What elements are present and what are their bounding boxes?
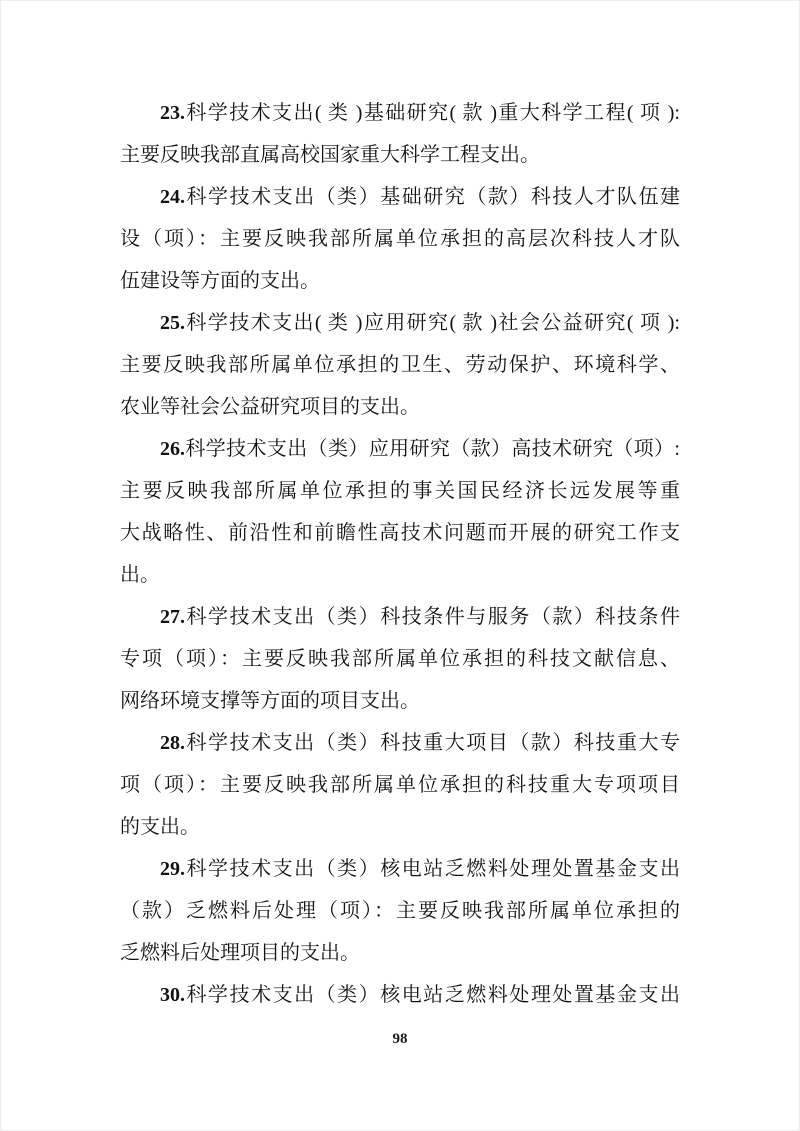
paragraph-number: 24. (160, 186, 185, 208)
paragraph-number: 26. (160, 438, 185, 460)
paragraph-line: 主要反映我部所属单位承担的事关国民经济长远发展等重 (120, 480, 680, 502)
paragraph-lead-text: 科学技术支出（类）基础研究（款）科技人才队伍建 (185, 186, 680, 208)
paragraph-line: 大战略性、前沿性和前瞻性高技术问题而开展的研究工作支 (120, 522, 680, 544)
paragraph-lead-text: 科学技术支出（类）科技条件与服务（款）科技条件 (185, 606, 680, 628)
paragraph-first-line (120, 722, 680, 764)
paragraph-first-line (120, 596, 680, 638)
paragraph-line: 项（项）：主要反映我部所属单位承担的科技重大专项项目 (120, 774, 680, 796)
paragraph-line: 伍建设等方面的支出。 (120, 270, 320, 292)
paragraph-number: 25. (160, 312, 185, 334)
page-number: 98 (392, 1031, 408, 1047)
paragraph-line: 主要反映我部所属单位承担的卫生、劳动保护、环境科学、 (120, 354, 680, 376)
paragraph-line: 设（项）：主要反映我部所属单位承担的高层次科技人才队 (120, 228, 680, 250)
paragraph-first-line (120, 302, 680, 344)
paragraph-lead-text: 科学技术支出（类）科技重大项目（款）科技重大专 (185, 732, 680, 754)
paragraph-line: （款）乏燃料后处理（项）：主要反映我部所属单位承担的 (120, 900, 680, 922)
paragraph-line: 主要反映我部直属高校国家重大科学工程支出。 (120, 144, 540, 166)
paragraph-first-line (120, 92, 680, 134)
paragraph-line: 出。 (120, 564, 160, 586)
document-body (120, 92, 680, 1016)
paragraph-line: 网络环境支撑等方面的项目支出。 (120, 690, 420, 712)
paragraph-first-line (120, 428, 680, 470)
paragraph-lead-text: 科学技术支出( 类 )基础研究( 款 )重大科学工程( 项 ): (185, 102, 680, 124)
paragraph-number: 23. (160, 102, 185, 124)
paragraph-line: 专项（项）：主要反映我部所属单位承担的科技文献信息、 (120, 648, 680, 670)
paragraph-line: 乏燃料后处理项目的支出。 (120, 942, 360, 964)
paragraph-number: 30. (160, 984, 185, 1006)
paragraph-number: 28. (160, 732, 185, 754)
paragraph-lead-text: 科学技术支出（类）应用研究（款）高技术研究（项）: (185, 438, 680, 460)
paragraph-first-line (120, 848, 680, 890)
paragraph-number: 27. (160, 606, 185, 628)
paragraph-lead-text: 科学技术支出（类）核电站乏燃料处理处置基金支出 (185, 984, 680, 1006)
paragraph-first-line (120, 176, 680, 218)
paragraph-line: 的支出。 (120, 816, 200, 838)
paragraph-lead-text: 科学技术支出( 类 )应用研究( 款 )社会公益研究( 项 ): (185, 312, 680, 334)
paragraph-first-line (120, 974, 680, 1016)
paragraph-line: 农业等社会公益研究项目的支出。 (120, 396, 420, 418)
paragraph-number: 29. (160, 858, 185, 880)
paragraph-lead-text: 科学技术支出（类）核电站乏燃料处理处置基金支出 (185, 858, 680, 880)
